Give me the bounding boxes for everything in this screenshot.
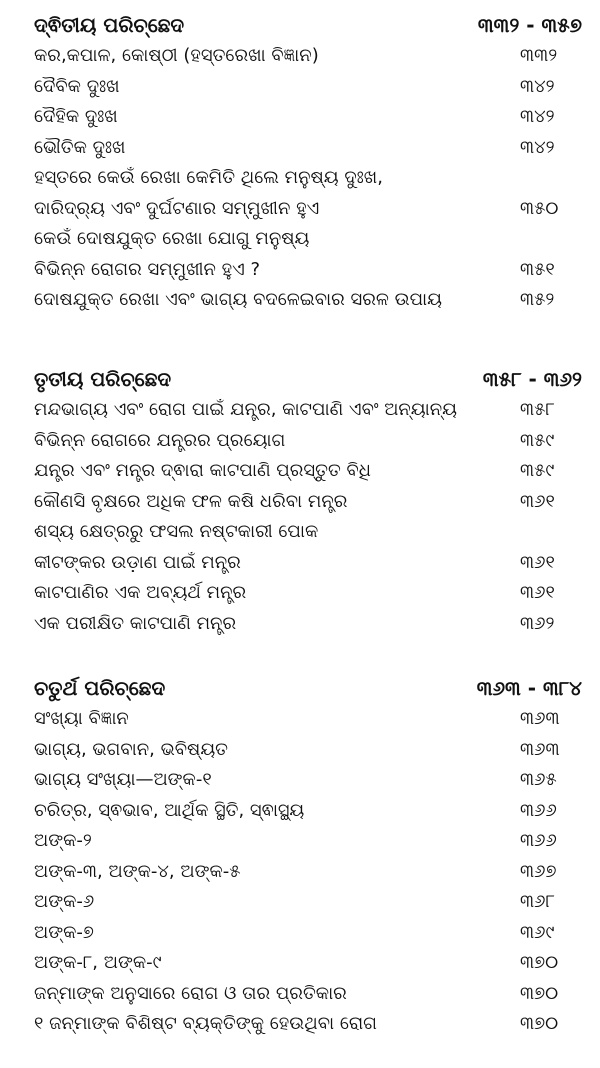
chapter-2-section: [0, 10, 600, 315]
toc-entry-title: ଚରିତ୍ର, ସ୍ଵଭାବ, ଆର୍ଥିକ ସ୍ଥିତି, ସ୍ଵାସ୍ଥ୍ୟ: [34, 799, 305, 821]
toc-entry: [0, 254, 600, 285]
toc-entry-title: ବିଭିନ୍ନ ରୋଗରେ ଯନ୍ତ୍ରର ପ୍ରୟୋଗ: [34, 429, 286, 451]
toc-entry: [0, 734, 600, 765]
toc-entry-title: ଅଙ୍କ-୬: [34, 891, 95, 913]
toc-entry: [0, 704, 600, 735]
chapter-page-range: ୩୬୩ - ୩୮୪: [476, 676, 582, 701]
toc-entry: [0, 608, 600, 639]
toc-entry-title: ଦାରିଦ୍ର୍ୟ ଏବଂ ଦୁର୍ଘଟଣାର ସମ୍ମୁଖୀନ ହୁଏ: [34, 197, 320, 219]
toc-entry-title: ଏକ ପରୀକ୍ଷିତ କାଟପାଣି ମନ୍ତ୍ର: [34, 612, 237, 634]
toc-entry-title: ଅଙ୍କ-୩, ଅଙ୍କ-୪, ଅଙ୍କ-୫: [34, 860, 241, 882]
toc-entry-page: ୩୬୯: [520, 921, 555, 943]
toc-entry-title: କୌଣସି ବୃକ୍ଷରେ ଅଧିକ ଫଳ କଷି ଧରିବା ମନ୍ତ୍ର: [34, 490, 348, 512]
toc-entry-page: ୩୬୧: [520, 490, 555, 512]
toc-entry: [0, 163, 600, 194]
toc-entry-page: ୩୬୨: [520, 612, 555, 634]
toc-entry-page: ୩୫୯: [520, 429, 555, 451]
toc-entry-page: ୩୭୦: [520, 982, 559, 1004]
toc-entry: [0, 978, 600, 1009]
toc-entry-title: ଦୈବିକ ଦୁଃଖ: [34, 75, 120, 97]
toc-entry-title: ଯନ୍ତ୍ର ଏବଂ ମନ୍ତ୍ର ଦ୍ଵାରା କାଟପାଣି ପ୍ରସ୍ତୁତ ବିଧି: [34, 460, 371, 482]
toc-entry-page: ୩୫୧: [520, 258, 555, 280]
toc-entry: [0, 948, 600, 979]
toc-entry: [0, 578, 600, 609]
toc-entry-title: ଶସ୍ୟ କ୍ଷେତ୍ରରୁ ଫସଲ ନଷ୍ଟକାରୀ ପୋକ: [34, 521, 319, 543]
chapter-heading: ଦ୍ଵିତୀୟ ପରିଚ୍ଛେଦ: [34, 13, 185, 38]
toc-entry-title: ବିଭିନ୍ନ ରୋଗର ସମ୍ମୁଖୀନ ହୁଏ ?: [34, 258, 261, 280]
toc-entry-title: ଅଙ୍କ-୨: [34, 830, 92, 852]
toc-entry-page: ୩୬୬: [520, 799, 557, 821]
toc-entry-title: କୀଟଙ୍କର ଉଡ଼ାଣ ପାଇଁ ମନ୍ତ୍ର: [34, 551, 241, 573]
toc-entry: [0, 71, 600, 102]
toc-entry: [0, 486, 600, 517]
toc-entry-page: ୩୬୫: [520, 769, 557, 791]
toc-entry: [0, 765, 600, 796]
toc-entry-page: ୩୭୦: [520, 1013, 559, 1035]
toc-entry-title: କର,କପାଳ, କୋଷ୍ଠୀ (ହସ୍ତରେଖା ବିଜ୍ଞାନ): [34, 45, 319, 67]
toc-entry: [0, 547, 600, 578]
chapter-heading-row: [0, 10, 600, 41]
toc-entry: [0, 856, 600, 887]
toc-entry: [0, 795, 600, 826]
toc-entry: [0, 102, 600, 133]
chapter-3-section: [0, 364, 600, 639]
toc-entry-page: ୩୫୯: [520, 460, 555, 482]
chapter-page-range: ୩୩୨ - ୩୫୭: [477, 13, 582, 38]
chapter-heading: ତୃତୀୟ ପରିଚ୍ଛେଦ: [34, 367, 172, 392]
toc-entry-title: ଅଙ୍କ-୮, ଅଙ୍କ-୯: [34, 952, 162, 974]
toc-entry: [0, 1009, 600, 1040]
toc-entry: [0, 456, 600, 487]
toc-entry-page: ୩୬୭: [520, 860, 557, 882]
toc-entry: [0, 517, 600, 548]
toc-entry-page: ୩୬୬: [520, 830, 557, 852]
toc-entry-page: ୩୪୨: [520, 106, 555, 128]
toc-entry-page: ୩୪୨: [520, 75, 555, 97]
toc-entry-title: ଦୋଷଯୁକ୍ତ ରେଖା ଏବଂ ଭାଗ୍ୟ ବଦଳେଇବାର ସରଳ ଉପାୟ: [34, 289, 442, 311]
toc-entry-page: ୩୬୩: [520, 738, 560, 760]
toc-entry-title: କେଉଁ ଦୋଷଯୁକ୍ତ ରେଖା ଯୋଗୁ ମନୁଷ୍ୟ: [34, 228, 310, 250]
toc-entry-title: ଦୈହିକ ଦୁଃଖ: [34, 106, 118, 128]
toc-entry-page: ୩୬୩: [520, 708, 560, 730]
toc-entry: [0, 285, 600, 316]
toc-entry-title: ହସ୍ତରେ କେଉଁ ରେଖା କେମିତି ଥିଲେ ମନୁଷ୍ୟ ଦୁଃଖ,: [34, 167, 383, 189]
toc-entry-title: ସଂଖ୍ୟା ବିଜ୍ଞାନ: [34, 708, 129, 730]
toc-entry-page: ୩୬୧: [520, 582, 555, 604]
chapter-heading: ଚତୁର୍ଥ ପରିଚ୍ଛେଦ: [34, 676, 166, 701]
toc-entry-title: ଭାଗ୍ୟ ସଂଖ୍ୟା—ଅଙ୍କ-୧: [34, 769, 212, 791]
toc-entry: [0, 41, 600, 72]
toc-entry: [0, 132, 600, 163]
toc-entry-page: ୩୫୮: [520, 399, 555, 421]
toc-entry: [0, 826, 600, 857]
toc-entry-page: ୩୫୨: [520, 289, 555, 311]
chapter-4-section: [0, 673, 600, 1039]
toc-entry-page: ୩୬୧: [520, 551, 555, 573]
chapter-heading-row: [0, 364, 600, 395]
chapter-page-range: ୩୫୮ - ୩୬୨: [482, 367, 582, 392]
toc-entry-title: କାଟପାଣିର ଏକ ଅବ୍ୟର୍ଥ ମନ୍ତ୍ର: [34, 582, 247, 604]
toc-entry: [0, 917, 600, 948]
toc-entry: [0, 395, 600, 426]
toc-entry-page: ୩୭୦: [520, 952, 559, 974]
toc-entry-title: ଜନ୍ମାଙ୍କ ଅନୁସାରେ ରୋଗ ଓ ତାର ପ୍ରତିକାର: [34, 982, 347, 1004]
chapter-heading-row: [0, 673, 600, 704]
toc-entry-title: ଭୌତିକ ଦୁଃଖ: [34, 136, 126, 158]
toc-entry: [0, 224, 600, 255]
toc-entry: [0, 425, 600, 456]
toc-entry: [0, 887, 600, 918]
toc-entry-title: ମନ୍ଦଭାଗ୍ୟ ଏବଂ ରୋଗ ପାଇଁ ଯନ୍ତ୍ର, କାଟପାଣି ଏବଂ ଅନ୍ୟାନ୍ୟ: [34, 399, 458, 421]
toc-entry-page: ୩୪୨: [520, 136, 555, 158]
toc-entry-page: ୩୩୨: [520, 45, 558, 67]
toc-entry: [0, 193, 600, 224]
toc-entry-page: ୩୬୮: [520, 891, 555, 913]
toc-entry-title: ଭାଗ୍ୟ, ଭଗବାନ, ଭବିଷ୍ୟତ: [34, 738, 229, 760]
toc-entry-title: ୧ ଜନ୍ମାଙ୍କ ବିଶିଷ୍ଟ ବ୍ୟକ୍ତିଙ୍କୁ ହେଉଥିବା ରୋଗ: [34, 1013, 377, 1035]
toc-entry-page: ୩୫୦: [520, 197, 559, 219]
toc-entry-title: ଅଙ୍କ-୭: [34, 921, 94, 943]
